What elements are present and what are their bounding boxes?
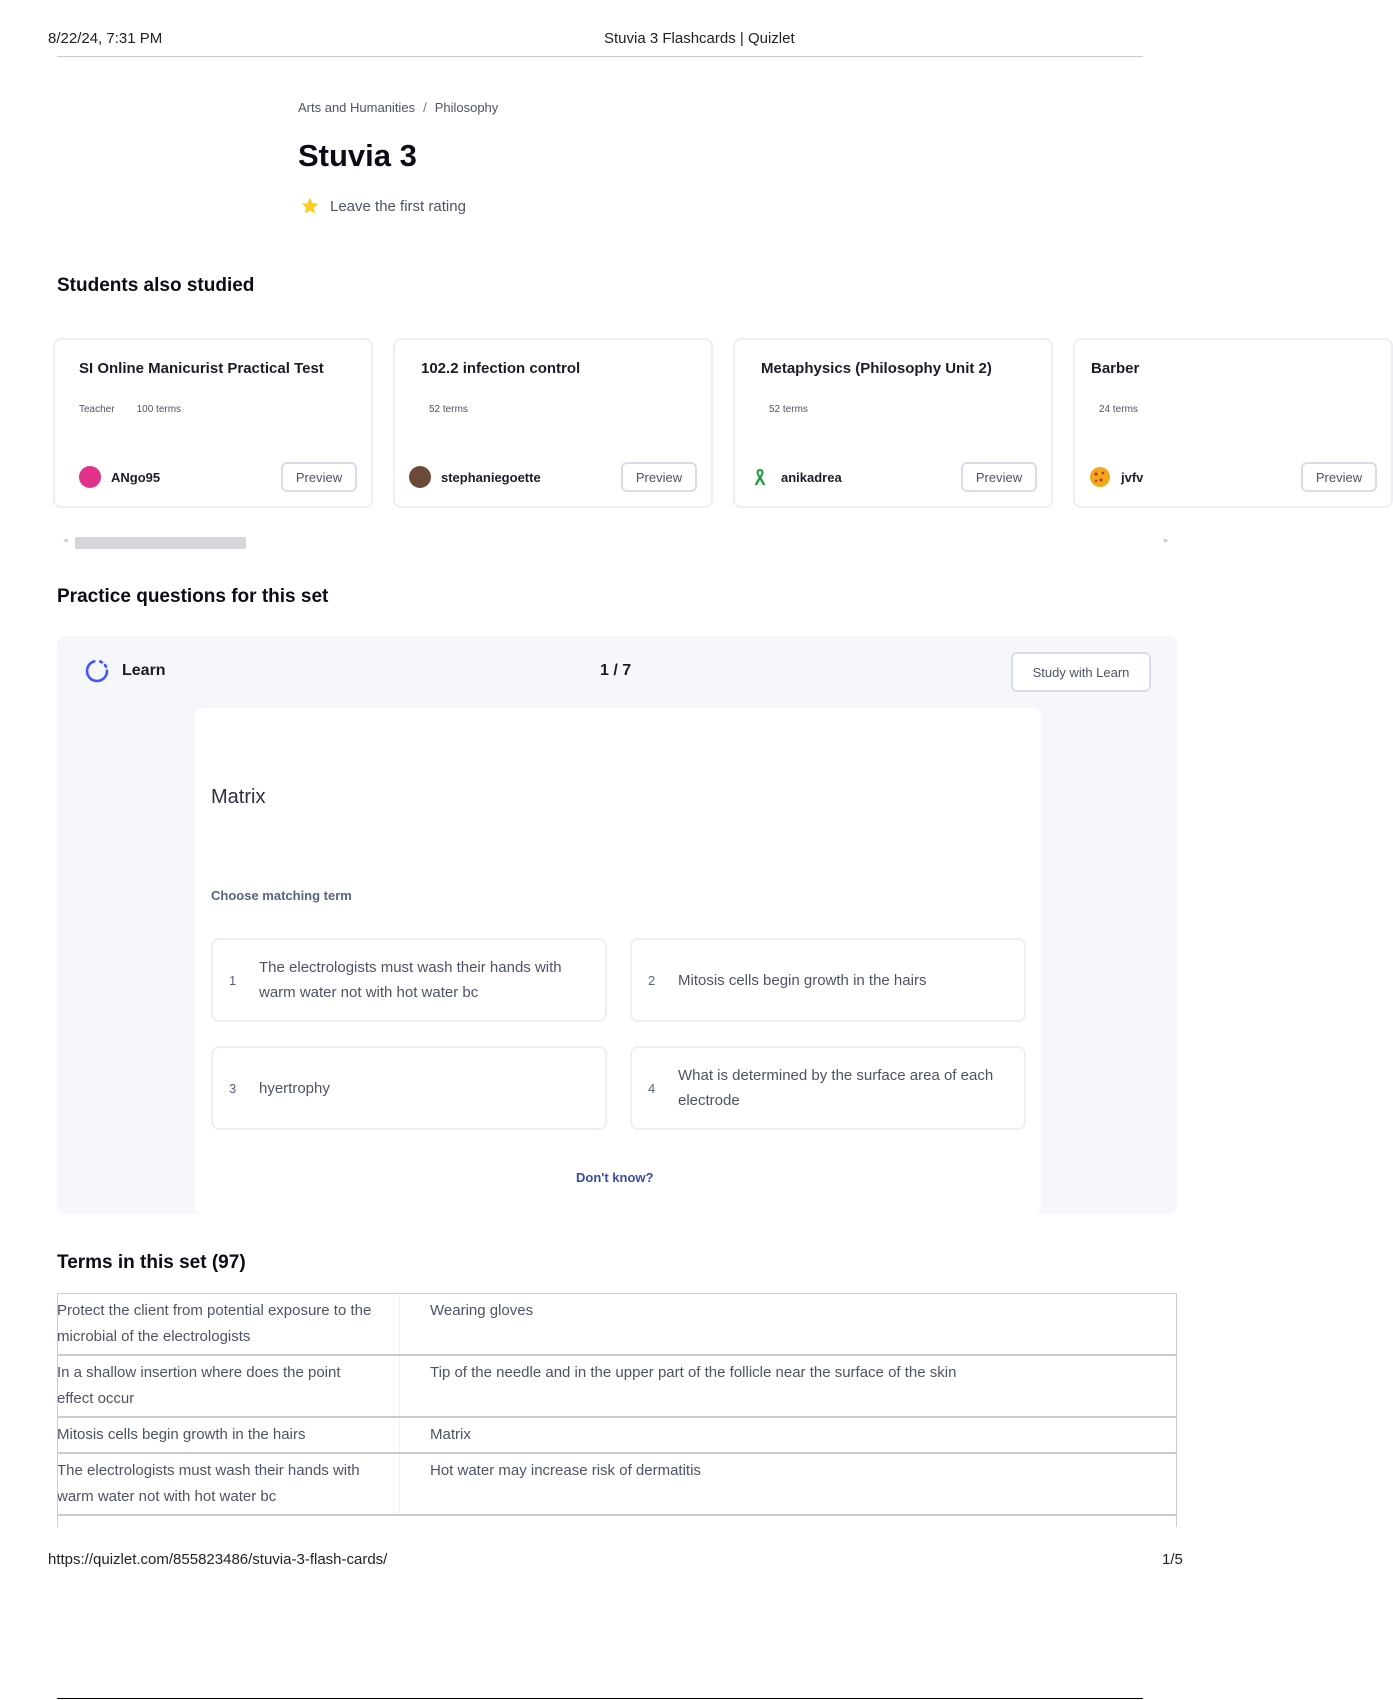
card-meta [769,404,808,415]
studied-sets-carousel[interactable] [57,338,1363,514]
terms-table [57,1293,1177,1516]
ribbon-icon [749,466,771,488]
option-number: 2 [648,972,656,988]
table-row [57,1294,1177,1356]
answer-option[interactable] [211,938,607,1022]
term-count: 24 terms [1099,404,1138,415]
rating-link[interactable] [300,196,466,216]
dont-know-link[interactable]: Don't know? [576,1170,654,1185]
card-title: SI Online Manicurist Practical Test [79,360,324,377]
scroll-right-arrow-icon[interactable]: ▸ [1164,535,1169,545]
option-number: 1 [229,972,237,988]
breadcrumb-arts-and-humanities[interactable]: Arts and Humanities [298,100,416,115]
page-bottom-divider [57,1698,1143,1699]
cookie-avatar-icon [1089,466,1111,488]
term-count: 52 terms [429,404,468,415]
option-text: What is determined by the surface area of each electrode [678,1067,994,1109]
preview-button[interactable]: Preview [1301,462,1377,492]
definition-cell: Wearing gloves [400,1294,1178,1356]
definition-cell: Matrix [400,1417,1178,1453]
studied-set-card[interactable] [53,338,373,508]
term-count: 52 terms [769,404,808,415]
card-meta [429,404,468,415]
avatar [409,466,431,488]
students-also-studied-heading: Students also studied [57,275,255,296]
page-title: Stuvia 3 [298,138,417,173]
terms-heading: Terms in this set (97) [57,1252,246,1273]
author-name: stephaniegoette [441,469,541,485]
card-author[interactable] [79,466,160,488]
carousel-scrollbar-thumb[interactable] [75,537,246,549]
studied-set-card[interactable] [1073,338,1393,508]
card-title: 102.2 infection control [421,360,581,377]
study-with-learn-button[interactable]: Study with Learn [1011,652,1151,692]
author-name: anikadrea [781,469,842,485]
term-cell: The electrologists must wash their hands with warm water not with hot water bc [57,1453,400,1515]
preview-button[interactable]: Preview [961,462,1037,492]
learn-icon [84,658,110,684]
preview-button[interactable]: Preview [281,462,357,492]
scroll-left-arrow-icon[interactable]: ◂ [63,535,68,545]
answer-option[interactable] [630,938,1026,1022]
studied-set-card[interactable] [393,338,713,508]
star-icon [300,196,320,216]
card-meta [1099,404,1138,415]
preview-button[interactable]: Preview [621,462,697,492]
breadcrumb [298,100,498,115]
author-name: jvfv [1121,469,1144,485]
print-url: https://quizlet.com/855823486/stuvia-3-flash-cards/ [48,1551,388,1568]
author-name: ANgo95 [111,469,161,485]
breadcrumb-separator: / [423,100,427,115]
term-cell: Mitosis cells begin growth in the hairs [57,1417,400,1453]
breadcrumb-philosophy[interactable]: Philosophy [434,100,499,115]
term-count: 100 terms [136,404,182,415]
learn-label: Learn [122,662,166,679]
choose-matching-term-label: Choose matching term [211,888,352,903]
learn-mode-label [84,658,166,684]
rating-text: Leave the first rating [330,197,466,215]
avatar [79,466,101,488]
print-page-number: 1/5 [1162,1551,1183,1568]
table-row [57,1355,1177,1417]
term-cell: Protect the client from potential exposure to the microbial of the electrologists [57,1294,400,1356]
print-page-title: Stuvia 3 Flashcards | Quizlet [604,30,795,47]
question-prompt: Matrix [211,786,266,808]
card-meta [79,404,181,415]
definition-cell: Tip of the needle and in the upper part of the follicle near the surface of the skin [400,1355,1178,1417]
option-text: The electrologists must wash their hands with warm water not with hot water bc [259,959,562,1001]
card-title: Barber [1091,360,1140,377]
card-title: Metaphysics (Philosophy Unit 2) [761,360,992,377]
answer-option[interactable] [211,1046,607,1130]
definition-cell: Hot water may increase risk of dermatitis [400,1453,1178,1515]
practice-questions-heading: Practice questions for this set [57,586,329,607]
option-number: 3 [229,1080,237,1096]
answer-option[interactable] [630,1046,1026,1130]
option-text: Mitosis cells begin growth in the hairs [678,971,927,989]
option-number: 4 [648,1080,656,1096]
table-row [57,1417,1177,1453]
print-datetime: 8/22/24, 7:31 PM [48,30,163,47]
studied-set-card[interactable] [733,338,1053,508]
card-author[interactable] [749,466,842,488]
card-author[interactable] [409,466,541,488]
table-row [57,1453,1177,1515]
header-divider [57,56,1143,57]
teacher-badge: Teacher [79,404,115,415]
term-cell: In a shallow insertion where does the point effect occur [57,1355,400,1417]
card-author[interactable] [1089,466,1143,488]
option-text: hyertrophy [259,1079,330,1097]
question-counter: 1 / 7 [600,662,632,679]
